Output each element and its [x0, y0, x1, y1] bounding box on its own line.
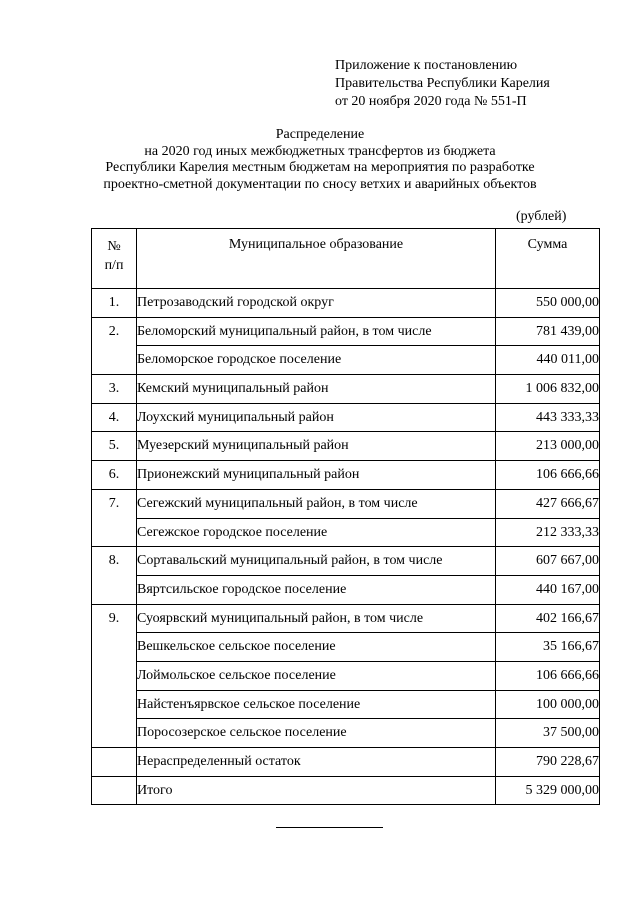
row-number [92, 748, 137, 777]
title-line-3: Республики Карелия местным бюджетам на мероприятия по разработке [105, 160, 535, 175]
row-municipality: Итого [137, 776, 496, 805]
header-number [92, 229, 137, 289]
row-sum: 781 439,00 [496, 317, 600, 346]
row-sum: 212 333,33 [496, 518, 600, 547]
distribution-table [91, 228, 600, 805]
title-line-2: на 2020 год иных межбюджетных трансфертов из бюджета [144, 143, 496, 159]
table-row [92, 719, 600, 748]
row-sum: 402 166,67 [496, 604, 600, 633]
row-municipality: Прионежский муниципальный район [137, 461, 496, 490]
row-number: 9. [92, 604, 137, 747]
row-municipality: Сегежский муниципальный район, в том числе [137, 489, 496, 518]
table-row [92, 403, 600, 432]
header-number-line-1: № [107, 239, 121, 254]
approval-line-1: Приложение к постановлению [335, 58, 518, 73]
row-municipality: Кемский муниципальный район [137, 375, 496, 404]
table-row [92, 289, 600, 318]
row-sum: 440 167,00 [496, 575, 600, 604]
row-municipality: Поросозерское сельское поселение [137, 719, 496, 748]
row-municipality: Вешкельское сельское поселение [137, 633, 496, 662]
table-row [92, 518, 600, 547]
row-municipality: Лоухский муниципальный район [137, 403, 496, 432]
table-row [92, 604, 600, 633]
approval-line-2: Правительства Республики Карелия [335, 76, 550, 91]
table-header-row [92, 229, 600, 289]
row-municipality: Сегежское городское поселение [137, 518, 496, 547]
row-municipality: Сортавальский муниципальный район, в том числе [137, 547, 496, 576]
approval-note [335, 57, 550, 111]
row-number: 3. [92, 375, 137, 404]
row-sum: 5 329 000,00 [496, 776, 600, 805]
row-number: 4. [92, 403, 137, 432]
units-label: (рублей) [516, 209, 567, 224]
header-number-line-2: п/п [104, 258, 124, 273]
table-row-total [92, 776, 600, 805]
row-sum: 1 006 832,00 [496, 375, 600, 404]
row-municipality: Вяртсильское городское поселение [137, 575, 496, 604]
row-sum: 443 333,33 [496, 403, 600, 432]
row-sum: 550 000,00 [496, 289, 600, 318]
row-municipality: Лоймольское сельское поселение [137, 661, 496, 690]
table-row [92, 432, 600, 461]
row-municipality: Найстенъярвское сельское поселение [137, 690, 496, 719]
row-number [92, 776, 137, 805]
table-row [92, 461, 600, 490]
row-municipality: Муезерский муниципальный район [137, 432, 496, 461]
row-sum: 106 666,66 [496, 661, 600, 690]
row-municipality: Петрозаводский городской округ [137, 289, 496, 318]
title-line-4: проектно-сметной документации по сносу ветхих и аварийных объектов [103, 176, 537, 192]
title-line-1: Распределение [275, 127, 365, 142]
row-number: 2. [92, 317, 137, 374]
table-row [92, 375, 600, 404]
table-row [92, 633, 600, 662]
row-sum: 607 667,00 [496, 547, 600, 576]
row-sum: 35 166,67 [496, 633, 600, 662]
table-row [92, 489, 600, 518]
row-number: 7. [92, 489, 137, 546]
table-row [92, 748, 600, 777]
row-number: 8. [92, 547, 137, 604]
row-sum: 106 666,66 [496, 461, 600, 490]
approval-line-3: от 20 ноября 2020 года № 551-П [335, 94, 527, 109]
row-number: 1. [92, 289, 137, 318]
table-row [92, 317, 600, 346]
row-number: 6. [92, 461, 137, 490]
header-sum: Сумма [496, 229, 600, 289]
header-municipality: Муниципальное образование [137, 229, 496, 289]
row-sum: 440 011,00 [496, 346, 600, 375]
row-municipality: Нераспределенный остаток [137, 748, 496, 777]
row-number: 5. [92, 432, 137, 461]
row-sum: 213 000,00 [496, 432, 600, 461]
table-row [92, 661, 600, 690]
document-title [0, 127, 640, 193]
table-row [92, 547, 600, 576]
table-row [92, 690, 600, 719]
table-row [92, 575, 600, 604]
row-sum: 100 000,00 [496, 690, 600, 719]
row-sum: 37 500,00 [496, 719, 600, 748]
row-municipality: Беломорский муниципальный район, в том числе [137, 317, 496, 346]
row-municipality: Суоярвский муниципальный район, в том числе [137, 604, 496, 633]
row-sum: 427 666,67 [496, 489, 600, 518]
row-municipality: Беломорское городское поселение [137, 346, 496, 375]
table-row [92, 346, 600, 375]
row-sum: 790 228,67 [496, 748, 600, 777]
closing-rule [276, 827, 383, 828]
